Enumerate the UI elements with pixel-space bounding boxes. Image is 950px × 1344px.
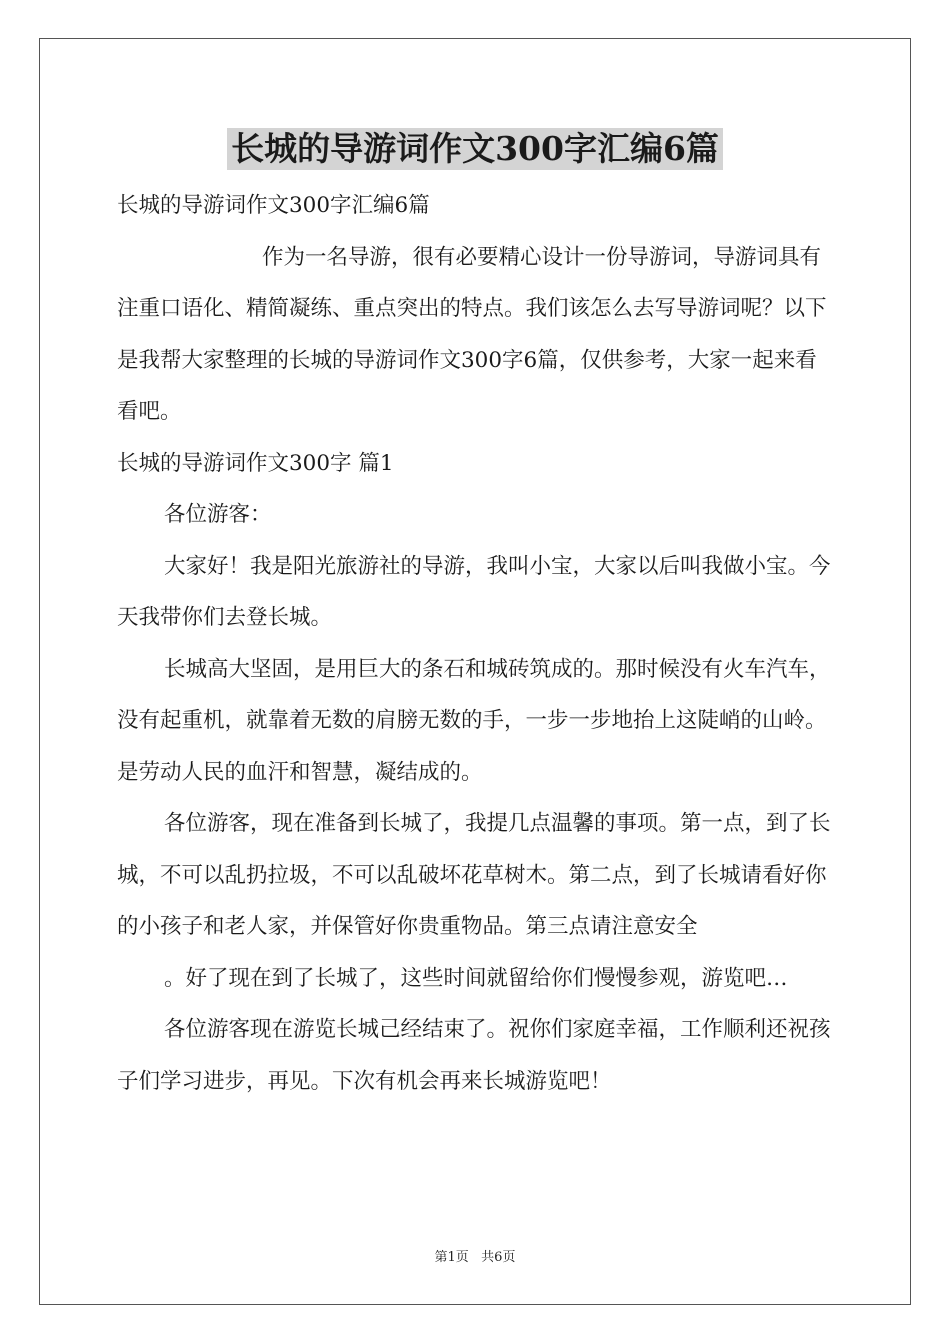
intro-paragraph: 作为一名导游，很有必要精心设计一份导游词，导游词具有注重口语化、精简凝练、重点突出的特点。我们该怎么去写导游词呢？以下是我帮大家整理的长城的导游词作文300字6篇，仅供参考，大家一起来看看吧。 [117,244,827,424]
body-paragraph: 各位游客，现在准备到长城了，我提几点温馨的事项。第一点，到了长城，不可以乱扔拉圾，不可以乱破坏花草树木。第二点，到了长城请看好你的小孩子和老人家，并保管好你贵重物品。第三点请注意安全 [117,811,831,939]
document-subtitle: 长城的导游词作文300字汇编6篇 [117,193,430,218]
title-container [0,128,950,170]
document-body [117,180,833,1107]
body-paragraph: 各位游客： [164,502,272,527]
body-paragraph: 长城高大坚固，是用巨大的条石和城砖筑成的。那时候没有火车汽车，没有起重机，就靠着无数的肩膀无数的手，一步一步地抬上这陡峭的山岭。是劳动人民的血汗和智慧，凝结成的。 [117,656,831,785]
body-paragraph: 。好了现在到了长城了，这些时间就留给你们慢慢参观，游览吧… [164,965,788,991]
body-paragraph: 大家好！我是阳光旅游社的导游，我叫小宝，大家以后叫我做小宝。今天我带你们去登长城。 [117,553,831,630]
page-number: 第1页 共6页 [434,1250,516,1265]
body-paragraph: 各位游客现在游览长城己经结束了。祝你们家庭幸福，工作顺利还祝孩子们学习进步，再见。下次有机会再来长城游览吧！ [117,1017,831,1094]
section-heading: 长城的导游词作文300字 篇1 [117,450,394,476]
document-title: 长城的导游词作文300字汇编6篇 [227,128,723,170]
